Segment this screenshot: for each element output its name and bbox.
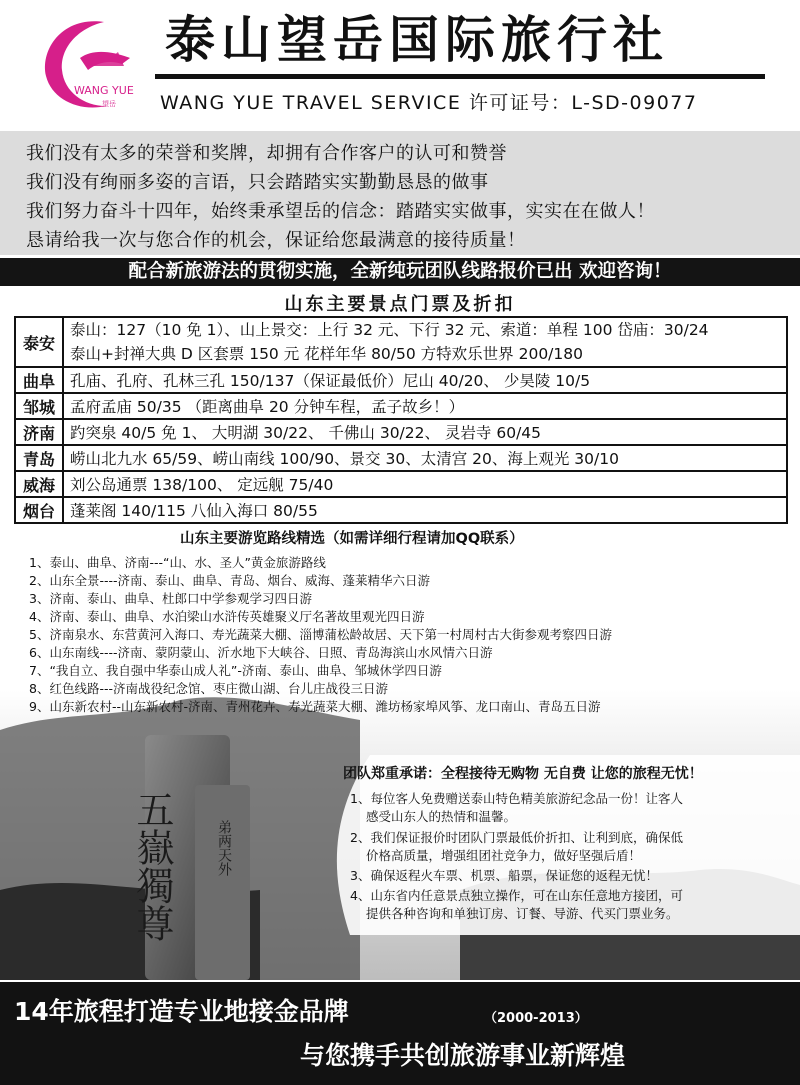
footer-years: （2000-2013） xyxy=(484,1011,588,1026)
route-item: 1、泰山、曲阜、济南---“山、水、圣人”黄金旅游路线 xyxy=(29,555,326,570)
stone-inscription: 五嶽獨尊 xyxy=(130,790,174,942)
title-divider xyxy=(155,74,765,79)
price-cell: 趵突泉 40/5 免 1、 大明湖 30/22、 千佛山 30/22、 灵岩寺 60/45 xyxy=(63,419,787,445)
agency-subtitle: WANG YUE TRAVEL SERVICE 许可证号：L-SD-09077 xyxy=(160,92,698,114)
route-item: 7、“我自立、我自强中华泰山成人礼”-济南、泰山、曲阜、邹城休学四日游 xyxy=(29,663,442,678)
city-cell: 泰安 xyxy=(15,317,63,367)
agency-title: 泰山望岳国际旅行社 xyxy=(165,10,669,69)
intro-panel xyxy=(0,131,800,255)
route-item: 8、红色线路---济南战役纪念馆、枣庄微山湖、台儿庄战役三日游 xyxy=(29,681,388,696)
promise-line: 3、确保返程火车票、机票、船票，保证您的返程无忧！ xyxy=(350,868,658,883)
city-cell: 曲阜 xyxy=(15,367,63,393)
intro-line: 我们没有绚丽多姿的言语，只会踏踏实实勤勤恳恳的做事 xyxy=(26,172,489,193)
company-logo xyxy=(34,14,154,114)
city-cell: 青岛 xyxy=(15,445,63,471)
city-cell: 邹城 xyxy=(15,393,63,419)
footer-slogan-2: 与您携手共创旅游事业新辉煌 xyxy=(300,1041,626,1070)
price-line: 泰山+封禅大典 D 区套票 150 元 花样年华 80/50 方特欢乐世界 200/180 xyxy=(70,345,583,363)
promise-line: 1、每位客人免费赠送泰山特色精美旅游纪念品一份！让客人 xyxy=(350,791,683,806)
tickets-section-title: 山东主要景点门票及折扣 xyxy=(284,294,516,315)
city-cell: 烟台 xyxy=(15,497,63,523)
intro-line: 恳请给我一次与您合作的机会，保证给您最满意的接待质量！ xyxy=(26,230,526,251)
table-row xyxy=(15,393,787,419)
price-cell: 崂山北九水 65/59、崂山南线 100/90、景交 30、太清宫 20、海上观光 30/10 xyxy=(63,445,787,471)
promise-line: 2、我们保证报价时团队门票最低价折扣、让利到底，确保低 xyxy=(350,830,683,845)
price-cell xyxy=(63,317,787,367)
promo-banner: 配合新旅游法的贯彻实施，全新纯玩团队线路报价已出 欢迎咨询！ xyxy=(0,258,800,286)
table-row xyxy=(15,367,787,393)
routes-section-title: 山东主要游览路线精选（如需详细行程请加QQ联系） xyxy=(180,531,524,547)
stone-side-inscription: 弟两天外 xyxy=(216,820,232,876)
promise-title: 团队郑重承诺：全程接待无购物 无自费 让您的旅程无忧！ xyxy=(343,766,703,782)
route-item: 5、济南泉水、东营黄河入海口、寿光蔬菜大棚、淄博蒲松龄故居、天下第一村周村古大街参观考察四日游 xyxy=(29,627,612,642)
route-item: 9、山东新农村--山东新农村-济南、青州花卉、寿光蔬菜大棚、潍坊杨家埠风筝、龙口南山、青岛五日游 xyxy=(29,699,601,714)
logo-text: WANG YUE xyxy=(74,84,134,97)
table-row xyxy=(15,497,787,523)
price-cell: 蓬莱阁 140/115 八仙入海口 80/55 xyxy=(63,497,787,523)
price-cell: 孟府孟庙 50/35 （距离曲阜 20 分钟车程，孟子故乡！） xyxy=(63,393,787,419)
route-item: 3、济南、泰山、曲阜、杜郎口中学参观学习四日游 xyxy=(29,591,312,606)
city-cell: 济南 xyxy=(15,419,63,445)
route-item: 2、山东全景----济南、泰山、曲阜、青岛、烟台、威海、蓬莱精华六日游 xyxy=(29,573,430,588)
promise-line: 4、山东省内任意景点独立操作，可在山东任意地方接团，可 xyxy=(350,888,683,903)
promise-line: 价格高质量，增强组团社竞争力，做好坚强后盾！ xyxy=(366,848,642,863)
table-row xyxy=(15,445,787,471)
table-row xyxy=(15,419,787,445)
promise-line: 感受山东人的热情和温馨。 xyxy=(366,809,517,824)
route-item: 6、山东南线----济南、蒙阴蒙山、沂水地下大峡谷、日照、青岛海滨山水风情六日游 xyxy=(29,645,493,660)
ticket-price-table xyxy=(14,316,788,524)
price-line: 泰山：127（10 免 1）、山上景交：上行 32 元、下行 32 元、索道：单程 100 岱庙：30/24 xyxy=(70,321,709,339)
logo-subtext: 望岳 xyxy=(102,100,116,108)
table-row xyxy=(15,471,787,497)
intro-line: 我们努力奋斗十四年，始终秉承望岳的信念：踏踏实实做事，实实在在做人！ xyxy=(26,201,655,222)
intro-line: 我们没有太多的荣誉和奖牌，却拥有合作客户的认可和赞誉 xyxy=(26,143,507,164)
price-cell: 刘公岛通票 138/100、 定远舰 75/40 xyxy=(63,471,787,497)
route-item: 4、济南、泰山、曲阜、水泊梁山水浒传英雄聚义厅名著故里观光四日游 xyxy=(29,609,425,624)
city-cell: 威海 xyxy=(15,471,63,497)
footer-slogan-1: 14年旅程打造专业地接金品牌 xyxy=(14,997,349,1026)
table-row xyxy=(15,317,787,367)
promise-line: 提供各种咨询和单独订房、订餐、导游、代买门票业务。 xyxy=(366,906,679,921)
price-cell: 孔庙、孔府、孔林三孔 150/137（保证最低价）尼山 40/20、 少昊陵 10/5 xyxy=(63,367,787,393)
